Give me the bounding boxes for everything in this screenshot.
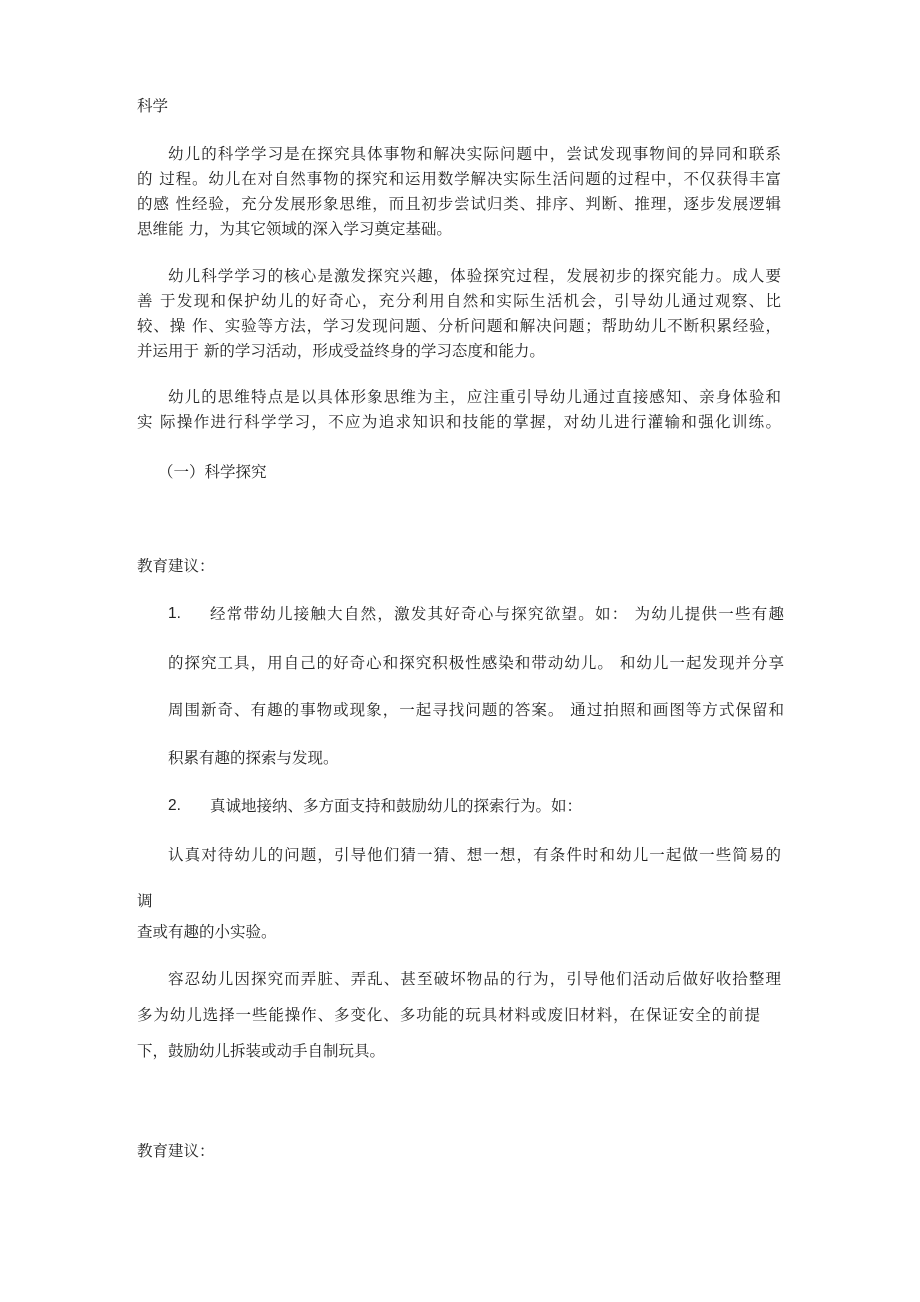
intro-p1-line-4: 思维能 力，为其它领域的深入学习奠定基础。 [137,220,452,238]
advice-label-1: 教育建议： [137,557,215,575]
intro-p3-line-1: 幼儿的思维特点是以具体形象思维为主，应注重引导幼儿通过直接感知、亲身体验和 [168,388,781,406]
item-1-line-1: 经常带幼儿接触大自然，激发其好奇心与探究欲望。如： 为幼儿提供一些有趣 [210,605,784,623]
section-heading: （一）科学探究 [158,463,267,481]
item-1-number: 1. [168,605,181,622]
item-2-text: 真诚地接纳、多方面支持和鼓励幼儿的探索行为。如： [210,797,583,815]
item-2-sub-3-line-2: 下，鼓励幼儿拆装或动手自制玩具。 [137,1042,386,1060]
item-2-sub-2: 容忍幼儿因探究而弄脏、弄乱、甚至破坏物品的行为，引导他们活动后做好收拾整理 [168,970,781,988]
intro-p1-line-1: 幼儿的科学学习是在探究具体事物和解决实际问题中，尝试发现事物间的异同和联系 [168,145,781,163]
intro-p1-line-3: 的感 性经验，充分发展形象思维，而且初步尝试归类、排序、判断、推理，逐步发展逻辑 [137,195,781,213]
item-1-line-2: 的探究工具，用自己的好奇心和探究积极性感染和带动幼儿。 和幼儿一起发现并分享 [168,654,784,672]
intro-p2-line-4: 并运用于 新的学习活动，形成受益终身的学习态度和能力。 [137,342,545,360]
item-1-line-3: 周围新奇、有趣的事物或现象，一起寻找问题的答案。 通过拍照和画图等方式保留和 [168,701,784,719]
advice-label-2: 教育建议： [137,1142,215,1160]
item-2-sub-1-wrap-a: 调 [137,892,153,910]
intro-p3-line-2: 实 际操作进行科学学习，不应为追求知识和技能的掌握，对幼儿进行灌输和强化训练。 [137,413,781,431]
page-title: 科学 [137,97,169,115]
item-2-sub-3-line-1: 多为幼儿选择一些能操作、多变化、多功能的玩具材料或废旧材料，在保证安全的前提 [137,1006,760,1024]
intro-p2-line-3: 较、操 作、实验等方法，学习发现问题、分析问题和解决问题；帮助幼儿不断积累经验， [137,317,781,335]
item-2-sub-1: 认真对待幼儿的问题，引导他们猜一猜、想一想，有条件时和幼儿一起做一些简易的 [168,846,781,864]
item-2-number: 2. [168,797,181,814]
intro-p1-line-2: 的 过程。幼儿在对自然事物的探究和运用数学解决实际生活问题的过程中，不仅获得丰富 [137,170,781,188]
intro-p2-line-1: 幼儿科学学习的核心是激发探究兴趣，体验探究过程，发展初步的探究能力。成人要 [168,267,781,285]
item-1-line-4: 积累有趣的探索与发现。 [168,749,339,767]
item-2-sub-1-wrap-b: 查或有趣的小实验。 [137,923,277,941]
intro-p2-line-2: 善 于发现和保护幼儿的好奇心，充分利用自然和实际生活机会，引导幼儿通过观察、比 [137,292,781,310]
